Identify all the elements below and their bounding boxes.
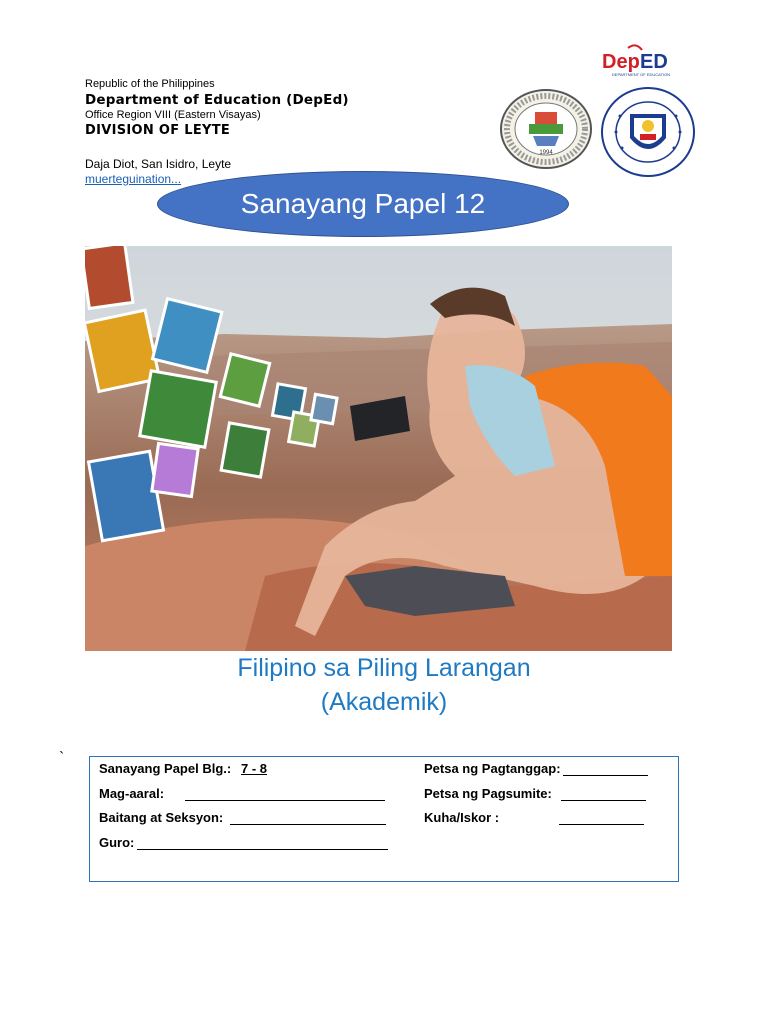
subject-title: Filipino sa Piling Larangan: [237, 654, 531, 682]
school-email-link[interactable]: muerteguination...: [85, 172, 182, 186]
student-name-label: Mag-aaral:: [99, 786, 165, 801]
deped-logo: [598, 44, 684, 80]
subject-subtitle: (Akademik): [320, 688, 448, 716]
teacher-label: Guro:: [99, 835, 135, 850]
student-name-field[interactable]: [185, 800, 385, 801]
date-received-label: Petsa ng Pagtanggap:: [424, 761, 561, 776]
svg-text:DEPARTMENT OF EDUCATION: DEPARTMENT OF EDUCATION: [611, 72, 671, 77]
department-name: Department of Education (DepEd): [85, 92, 349, 108]
papel-number-value: 7 - 8: [241, 761, 268, 776]
grade-section-label: Baitang at Seksyon:: [99, 810, 224, 825]
svg-text:Dep: Dep: [602, 51, 640, 73]
date-received-field[interactable]: [563, 775, 648, 776]
division-name: DIVISION OF LEYTE: [85, 123, 231, 138]
svg-text:ED: ED: [640, 51, 668, 73]
deped-seal: [600, 86, 696, 178]
svg-text:1994: 1994: [539, 150, 553, 156]
cover-photo: [85, 246, 672, 651]
student-info-form: [89, 756, 679, 882]
date-submitted-field[interactable]: [561, 800, 646, 801]
date-submitted-label: Petsa ng Pagsumite:: [424, 786, 552, 801]
grade-section-field[interactable]: [230, 824, 386, 825]
papel-number-label: Sanayang Papel Blg.:: [99, 761, 232, 776]
score-field[interactable]: [559, 824, 644, 825]
region-line: Office Region VIII (Eastern Visayas): [85, 109, 261, 121]
page-title: Sanayang Papel 12: [240, 188, 486, 219]
teacher-field[interactable]: [137, 849, 388, 850]
stray-tick-mark: `: [59, 750, 65, 767]
title-banner: [157, 171, 569, 237]
school-address: Daja Diot, San Isidro, Leyte: [85, 157, 232, 171]
school-seal: [499, 88, 593, 170]
country-line: Republic of the Philippines: [85, 78, 215, 90]
score-label: Kuha/Iskor :: [424, 810, 500, 825]
